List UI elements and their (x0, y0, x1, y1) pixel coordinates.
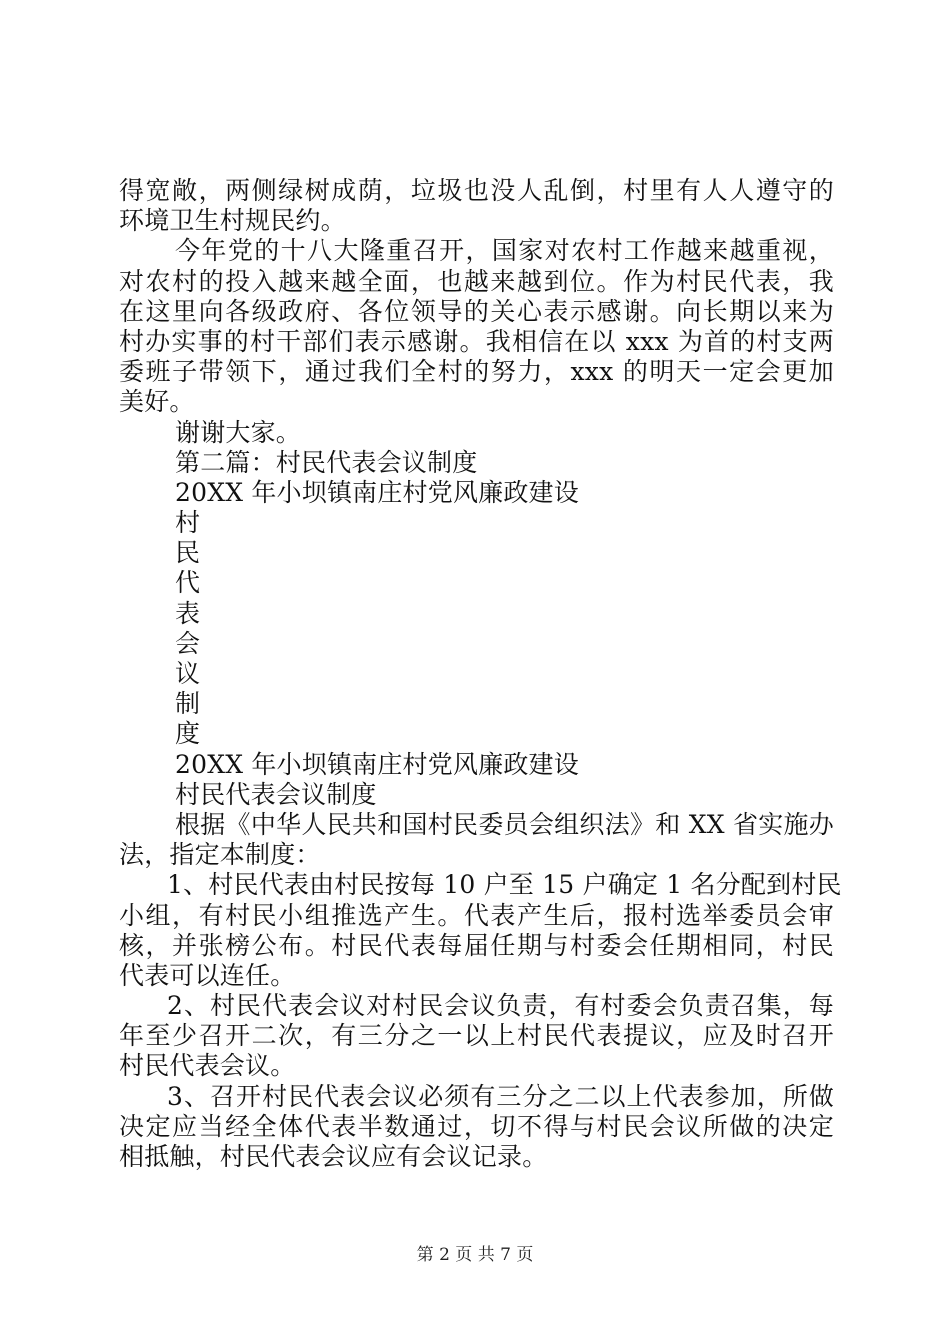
text-line: 2、村民代表会议对村民会议负责，有村委会负责召集，每 (167, 991, 834, 1021)
text-line: 根据《中华人民共和国村民委员会组织法》和 XX 省实施办 (175, 809, 834, 839)
document-body (119, 176, 842, 1172)
text-line: 代表可以连任。 (119, 960, 296, 990)
text-line: 1、村民代表由村民按每 10 户至 15 户确定 1 名分配到村民 (167, 870, 842, 900)
vertical-title-char: 度 (175, 719, 201, 749)
text-line: 核，并张榜公布。村民代表每届任期与村委会任期相同，村民 (119, 930, 834, 960)
vertical-title-char: 制 (175, 689, 201, 719)
text-line: 20XX 年小坝镇南庄村党风廉政建设 (175, 749, 579, 779)
text-line: 在这里向各级政府、各位领导的关心表示感谢。向长期以来为 (119, 296, 834, 326)
text-line: 委班子带领下，通过我们全村的努力，xxx 的明天一定会更加 (119, 357, 834, 387)
vertical-title-char: 表 (175, 598, 201, 628)
vertical-title-char: 代 (175, 568, 201, 598)
text-line: 得宽敞，两侧绿树成荫，垃圾也没人乱倒，村里有人人遵守的 (119, 176, 834, 205)
section-heading: 第二篇：村民代表会议制度 (175, 447, 478, 477)
text-line: 环境卫生村规民约。 (119, 206, 346, 236)
text-line: 小组，有村民小组推选产生。代表产生后，报村选举委员会审 (119, 900, 834, 930)
text-line: 今年党的十八大隆重召开，国家对农村工作越来越重视， (175, 236, 834, 266)
text-line: 美好。 (119, 387, 195, 417)
text-line: 法，指定本制度： (119, 840, 321, 870)
text-line: 20XX 年小坝镇南庄村党风廉政建设 (175, 477, 579, 507)
text-line: 村民代表会议制度 (175, 779, 377, 809)
vertical-title-char: 会 (175, 628, 201, 658)
vertical-title-char: 民 (175, 538, 201, 568)
text-line: 谢谢大家。 (175, 417, 302, 447)
text-line: 相抵触，村民代表会议应有会议记录。 (119, 1142, 548, 1171)
text-line: 决定应当经全体代表半数通过，切不得与村民会议所做的决定 (119, 1111, 834, 1141)
text-line: 村民代表会议。 (119, 1051, 296, 1081)
vertical-title-char: 议 (175, 659, 201, 688)
text-line: 对农村的投入越来越全面，也越来越到位。作为村民代表，我 (119, 266, 834, 296)
text-line: 村办实事的村干部们表示感谢。我相信在以 xxx 为首的村支两 (119, 326, 834, 356)
vertical-title-char: 村 (175, 508, 201, 538)
text-line: 3、召开村民代表会议必须有三分之二以上代表参加，所做 (167, 1081, 834, 1111)
text-line: 年至少召开二次，有三分之一以上村民代表提议，应及时召开 (119, 1021, 834, 1051)
page-number-footer: 第 2 页 共 7 页 (416, 1245, 534, 1265)
